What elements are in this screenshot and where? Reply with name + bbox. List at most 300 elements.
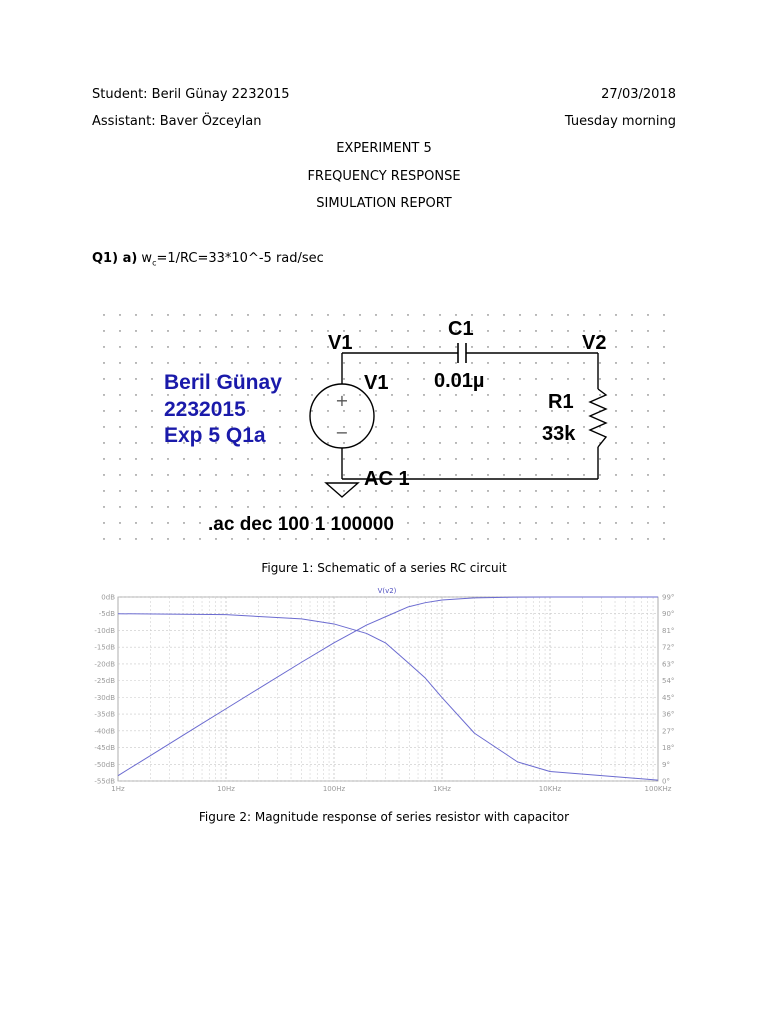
grid-dot xyxy=(151,362,152,363)
grid-dot xyxy=(423,330,424,331)
grid-dot xyxy=(199,474,200,475)
y-right-tick-label: 54° xyxy=(662,677,675,686)
grid-dot xyxy=(599,506,600,507)
grid-dot xyxy=(503,410,504,411)
y-right-tick-label: 90° xyxy=(662,610,675,619)
grid-dot xyxy=(167,362,168,363)
grid-dot xyxy=(615,394,616,395)
note-experiment: Exp 5 Q1a xyxy=(164,424,266,447)
grid-dot xyxy=(663,314,664,315)
grid-dot xyxy=(231,330,232,331)
grid-dot xyxy=(279,346,280,347)
grid-dot xyxy=(583,314,584,315)
grid-dot xyxy=(471,538,472,539)
grid-dot xyxy=(439,346,440,347)
grid-dot xyxy=(583,474,584,475)
y-right-tick-label: 36° xyxy=(662,710,675,719)
grid-dot xyxy=(151,458,152,459)
grid-dot xyxy=(471,522,472,523)
grid-dot xyxy=(503,442,504,443)
grid-dot xyxy=(599,394,600,395)
grid-dot xyxy=(215,506,216,507)
grid-dot xyxy=(151,506,152,507)
grid-dot xyxy=(663,522,664,523)
grid-dot xyxy=(263,362,264,363)
grid-dot xyxy=(599,490,600,491)
grid-dot xyxy=(135,330,136,331)
grid-dot xyxy=(535,394,536,395)
grid-dot xyxy=(471,346,472,347)
grid-dot xyxy=(407,410,408,411)
grid-dot xyxy=(263,474,264,475)
grid-dot xyxy=(647,378,648,379)
grid-dot xyxy=(647,490,648,491)
grid-dot xyxy=(407,330,408,331)
svg-text:−: − xyxy=(335,423,349,442)
grid-dot xyxy=(327,506,328,507)
grid-dot xyxy=(487,458,488,459)
grid-dot xyxy=(359,426,360,427)
grid-dot xyxy=(535,538,536,539)
grid-dot xyxy=(375,490,376,491)
grid-dot xyxy=(231,490,232,491)
grid-dot xyxy=(487,346,488,347)
grid-dot xyxy=(487,410,488,411)
y-left-tick-label: -10dB xyxy=(94,626,115,635)
grid-dot xyxy=(487,314,488,315)
y-left-tick-label: -55dB xyxy=(94,777,115,786)
grid-dot xyxy=(455,314,456,315)
grid-dot xyxy=(631,314,632,315)
plot-title: V(v2) xyxy=(377,587,397,595)
grid-dot xyxy=(295,506,296,507)
grid-dot xyxy=(471,490,472,491)
grid-dot xyxy=(151,442,152,443)
grid-dot xyxy=(247,538,248,539)
grid-dot xyxy=(519,426,520,427)
grid-dot xyxy=(519,442,520,443)
grid-dot xyxy=(119,538,120,539)
grid-dot xyxy=(135,426,136,427)
grid-dot xyxy=(567,378,568,379)
grid-dot xyxy=(311,314,312,315)
grid-dot xyxy=(551,490,552,491)
grid-dot xyxy=(439,330,440,331)
grid-dot xyxy=(391,314,392,315)
grid-dot xyxy=(615,474,616,475)
grid-dot xyxy=(135,458,136,459)
grid-dot xyxy=(327,314,328,315)
grid-dot xyxy=(455,394,456,395)
grid-dot xyxy=(135,506,136,507)
x-tick-label: 10Hz xyxy=(217,785,235,793)
grid-dot xyxy=(471,442,472,443)
grid-dot xyxy=(487,522,488,523)
grid-dot xyxy=(391,442,392,443)
grid-dot xyxy=(599,522,600,523)
phase-curve xyxy=(118,614,658,780)
grid-dot xyxy=(215,394,216,395)
grid-dot xyxy=(391,458,392,459)
grid-dot xyxy=(631,506,632,507)
grid-dot xyxy=(231,506,232,507)
grid-dot xyxy=(311,362,312,363)
grid-dot xyxy=(375,330,376,331)
grid-dot xyxy=(487,362,488,363)
grid-dot xyxy=(327,442,328,443)
spice-directive: .ac dec 100 1 100000 xyxy=(208,514,394,535)
grid-dot xyxy=(151,346,152,347)
grid-dot xyxy=(199,522,200,523)
grid-dot xyxy=(663,490,664,491)
grid-dot xyxy=(295,442,296,443)
grid-dot xyxy=(359,394,360,395)
figure2-caption: Figure 2: Magnitude response of series resistor with capacitor xyxy=(198,810,570,824)
grid-dot xyxy=(295,538,296,539)
grid-dot xyxy=(103,458,104,459)
grid-dot xyxy=(311,394,312,395)
grid-dot xyxy=(135,538,136,539)
grid-dot xyxy=(439,458,440,459)
grid-dot xyxy=(423,362,424,363)
grid-dot xyxy=(119,378,120,379)
grid-dot xyxy=(311,378,312,379)
grid-dot xyxy=(247,490,248,491)
grid-dot xyxy=(487,378,488,379)
grid-dot xyxy=(295,362,296,363)
grid-dot xyxy=(631,346,632,347)
grid-dot xyxy=(183,458,184,459)
grid-dot xyxy=(615,410,616,411)
grid-dot xyxy=(359,538,360,539)
grid-dot xyxy=(439,538,440,539)
grid-dot xyxy=(567,314,568,315)
grid-dot xyxy=(567,474,568,475)
grid-dot xyxy=(263,410,264,411)
grid-dot xyxy=(567,506,568,507)
grid-dot xyxy=(359,362,360,363)
grid-dot xyxy=(151,474,152,475)
grid-dot xyxy=(375,458,376,459)
session-line: Tuesday morning xyxy=(564,114,676,129)
grid-dot xyxy=(647,362,648,363)
grid-dot xyxy=(471,474,472,475)
grid-dot xyxy=(487,394,488,395)
grid-dot xyxy=(343,442,344,443)
node-label-v2: V2 xyxy=(582,332,607,354)
grid-dot xyxy=(103,538,104,539)
grid-dot xyxy=(279,538,280,539)
grid-dot xyxy=(455,538,456,539)
grid-dot xyxy=(535,314,536,315)
grid-dot xyxy=(663,362,664,363)
grid-dot xyxy=(551,330,552,331)
grid-dot xyxy=(455,458,456,459)
grid-dot xyxy=(343,474,344,475)
y-right-tick-label: 99° xyxy=(662,593,675,602)
grid-dot xyxy=(503,346,504,347)
grid-dot xyxy=(279,410,280,411)
grid-dot xyxy=(647,330,648,331)
grid-dot xyxy=(359,506,360,507)
grid-dot xyxy=(407,426,408,427)
grid-dot xyxy=(551,378,552,379)
grid-dot xyxy=(647,314,648,315)
grid-dot xyxy=(583,506,584,507)
grid-dot xyxy=(519,522,520,523)
grid-dot xyxy=(615,426,616,427)
grid-dot xyxy=(327,490,328,491)
grid-dot xyxy=(327,394,328,395)
grid-dot xyxy=(439,442,440,443)
y-left-tick-label: -40dB xyxy=(94,727,115,736)
grid-dot xyxy=(615,506,616,507)
grid-dot xyxy=(535,426,536,427)
grid-dot xyxy=(615,314,616,315)
grid-dot xyxy=(327,426,328,427)
grid-dot xyxy=(343,458,344,459)
grid-dot xyxy=(247,394,248,395)
grid-dot xyxy=(279,490,280,491)
grid-dot xyxy=(599,378,600,379)
grid-dot xyxy=(615,442,616,443)
grid-dot xyxy=(631,362,632,363)
grid-dot xyxy=(455,506,456,507)
grid-dot xyxy=(487,474,488,475)
grid-dot xyxy=(455,474,456,475)
grid-dot xyxy=(391,506,392,507)
grid-dot xyxy=(199,506,200,507)
grid-dot xyxy=(279,394,280,395)
grid-dot xyxy=(151,394,152,395)
grid-dot xyxy=(311,330,312,331)
grid-dot xyxy=(423,314,424,315)
grid-dot xyxy=(183,330,184,331)
grid-dot xyxy=(135,362,136,363)
grid-dot xyxy=(247,506,248,507)
grid-dot xyxy=(375,426,376,427)
grid-dot xyxy=(231,346,232,347)
grid-dot xyxy=(423,538,424,539)
grid-dot xyxy=(103,394,104,395)
grid-dot xyxy=(215,330,216,331)
grid-dot xyxy=(567,538,568,539)
grid-dot xyxy=(615,346,616,347)
grid-dot xyxy=(599,362,600,363)
student-line: Student: Beril Günay 2232015 xyxy=(92,87,290,102)
grid-dot xyxy=(503,330,504,331)
grid-dot xyxy=(343,378,344,379)
grid-dot xyxy=(567,330,568,331)
grid-dot xyxy=(423,474,424,475)
grid-dot xyxy=(551,522,552,523)
grid-dot xyxy=(199,458,200,459)
grid-dot xyxy=(167,490,168,491)
grid-dot xyxy=(199,330,200,331)
grid-dot xyxy=(327,474,328,475)
grid-dot xyxy=(375,538,376,539)
grid-dot xyxy=(151,410,152,411)
grid-dot xyxy=(135,474,136,475)
grid-dot xyxy=(519,458,520,459)
grid-dot xyxy=(103,426,104,427)
grid-dot xyxy=(103,522,104,523)
grid-dot xyxy=(295,490,296,491)
grid-dot xyxy=(615,522,616,523)
x-tick-label: 1Hz xyxy=(111,785,125,793)
grid-dot xyxy=(263,394,264,395)
grid-dot xyxy=(535,442,536,443)
grid-dot xyxy=(407,362,408,363)
grid-dot xyxy=(551,458,552,459)
grid-dot xyxy=(231,458,232,459)
grid-dot xyxy=(487,442,488,443)
grid-dot xyxy=(295,314,296,315)
grid-dot xyxy=(567,362,568,363)
grid-dot xyxy=(615,490,616,491)
resistor-name: R1 xyxy=(548,391,574,413)
grid-dot xyxy=(295,410,296,411)
grid-dot xyxy=(407,522,408,523)
y-right-tick-label: 63° xyxy=(662,660,675,669)
grid-dot xyxy=(519,362,520,363)
grid-dot xyxy=(391,346,392,347)
y-right-tick-label: 81° xyxy=(662,626,675,635)
grid-dot xyxy=(263,506,264,507)
plot-series xyxy=(118,597,658,780)
grid-dot xyxy=(375,314,376,315)
grid-dot xyxy=(631,490,632,491)
report-title: SIMULATION REPORT xyxy=(316,196,452,211)
grid-dot xyxy=(375,362,376,363)
grid-dot xyxy=(375,506,376,507)
grid-dot xyxy=(631,458,632,459)
grid-dot xyxy=(359,378,360,379)
grid-dot xyxy=(487,426,488,427)
grid-dot xyxy=(471,458,472,459)
grid-dot xyxy=(503,474,504,475)
grid-dot xyxy=(343,490,344,491)
y-left-tick-label: 0dB xyxy=(101,593,115,602)
magnitude-curve xyxy=(118,597,658,776)
grid-dot xyxy=(615,458,616,459)
grid-dot xyxy=(439,506,440,507)
grid-dot xyxy=(295,426,296,427)
rc-schematic xyxy=(92,305,678,545)
grid-dot xyxy=(663,458,664,459)
grid-dot xyxy=(343,506,344,507)
grid-dot xyxy=(199,490,200,491)
grid-dot xyxy=(663,442,664,443)
grid-dot xyxy=(183,474,184,475)
grid-dot xyxy=(279,426,280,427)
grid-dot xyxy=(359,458,360,459)
grid-dot xyxy=(263,538,264,539)
grid-dot xyxy=(279,330,280,331)
grid-dot xyxy=(647,506,648,507)
grid-dot xyxy=(407,314,408,315)
grid-dot xyxy=(407,538,408,539)
grid-dot xyxy=(535,522,536,523)
grid-dot xyxy=(135,522,136,523)
grid-dot xyxy=(135,490,136,491)
grid-dot xyxy=(279,458,280,459)
grid-dot xyxy=(167,394,168,395)
grid-dot xyxy=(119,410,120,411)
y-right-tick-label: 45° xyxy=(662,693,675,702)
node-label-v1: V1 xyxy=(328,332,353,354)
grid-dot xyxy=(423,506,424,507)
grid-dot xyxy=(663,394,664,395)
grid-dot xyxy=(151,314,152,315)
grid-dot xyxy=(167,474,168,475)
grid-dot xyxy=(183,522,184,523)
grid-dot xyxy=(279,314,280,315)
grid-dot xyxy=(615,362,616,363)
grid-dot xyxy=(519,314,520,315)
grid-dot xyxy=(423,378,424,379)
grid-dot xyxy=(439,362,440,363)
x-tick-label: 100Hz xyxy=(322,785,346,793)
grid-dot xyxy=(439,426,440,427)
grid-dot xyxy=(247,410,248,411)
grid-dot xyxy=(231,314,232,315)
grid-dot xyxy=(119,506,120,507)
grid-dot xyxy=(631,474,632,475)
grid-dot xyxy=(599,538,600,539)
grid-dot xyxy=(215,474,216,475)
grid-dot xyxy=(439,474,440,475)
grid-dot xyxy=(407,506,408,507)
grid-dot xyxy=(583,538,584,539)
resistor-value: 33k xyxy=(542,423,576,445)
source-value: AC 1 xyxy=(364,468,410,490)
grid-dot xyxy=(119,314,120,315)
grid-dot xyxy=(535,346,536,347)
grid-dot xyxy=(311,506,312,507)
grid-dot xyxy=(103,442,104,443)
grid-dot xyxy=(583,394,584,395)
grid-dot xyxy=(519,378,520,379)
grid-dot xyxy=(503,426,504,427)
grid-dot xyxy=(663,506,664,507)
grid-dot xyxy=(359,490,360,491)
y-left-tick-label: -45dB xyxy=(94,744,115,753)
note-name: Beril Günay xyxy=(164,371,282,394)
grid-dot xyxy=(167,538,168,539)
grid-dot xyxy=(119,394,120,395)
grid-dot xyxy=(439,490,440,491)
grid-dot xyxy=(423,522,424,523)
grid-dot xyxy=(647,442,648,443)
grid-dot xyxy=(183,490,184,491)
grid-dot xyxy=(471,362,472,363)
grid-dot xyxy=(247,330,248,331)
grid-dot xyxy=(375,394,376,395)
grid-dot xyxy=(423,426,424,427)
grid-dot xyxy=(343,362,344,363)
grid-dot xyxy=(215,362,216,363)
grid-dot xyxy=(439,410,440,411)
grid-dot xyxy=(295,394,296,395)
grid-dot xyxy=(215,538,216,539)
grid-dot xyxy=(503,522,504,523)
grid-dot xyxy=(151,330,152,331)
grid-dot xyxy=(551,314,552,315)
grid-dot xyxy=(119,474,120,475)
grid-dot xyxy=(135,378,136,379)
grid-dot xyxy=(503,314,504,315)
